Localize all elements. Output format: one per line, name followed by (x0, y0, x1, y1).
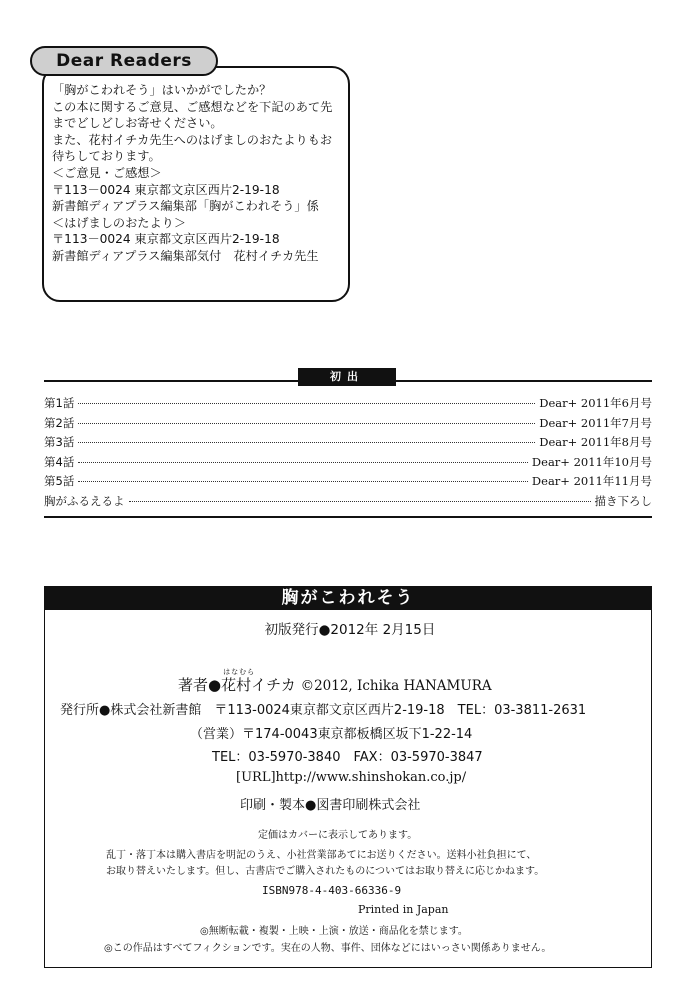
readers-title: Dear Readers (30, 46, 218, 76)
sales-address: （営業）〒174-0043東京都板橋区坂下1-22-14 (190, 727, 473, 742)
episode-title: 第5話 (44, 474, 75, 488)
author-line (178, 668, 492, 695)
episode-source: Dear+ 2011年11月号 (531, 474, 652, 488)
readers-line: 〒113－0024 東京都文京区西片2-19-18 (52, 182, 280, 197)
episode-title: 第2話 (44, 415, 75, 430)
author-name (221, 668, 296, 694)
readers-message (52, 82, 348, 265)
dot-leader (78, 481, 528, 482)
first-appearance-label: 初出 (298, 368, 396, 386)
dot-leader (78, 462, 528, 463)
readers-line: までどしどしお寄せください。 (52, 116, 223, 131)
fiction-notice: ◎この作品はすべてフィクションです。実在の人物、事件、団体などにはいっさい関係ありません。 (104, 943, 552, 954)
publisher-line: 発行所●株式会社新書館 〒113-0024東京都文京区西片2-19-18 TEL：03-3811-2631 (60, 703, 587, 718)
episode-row (44, 454, 652, 474)
dot-leader (129, 501, 591, 502)
author-ruby: はなむら (223, 668, 256, 676)
edition-date: 初版発行●2012年 2月15日 (264, 622, 436, 638)
readers-line: 待ちしております。 (52, 149, 161, 164)
sales-contact: TEL：03-5970-3840 FAX：03-5970-3847 (212, 750, 483, 765)
episode-source: Dear+ 2011年8月号 (539, 435, 652, 449)
readers-line: 新書館ディアプラス編集部気付 花村イチカ先生 (52, 248, 319, 263)
episode-row (44, 395, 652, 415)
readers-line: ＜ご意見・ご感想＞ (52, 165, 162, 180)
episode-title: 第1話 (44, 396, 75, 410)
copyright: ©2012, Ichika HANAMURA (300, 678, 492, 694)
readers-line: 新書館ディアプラス編集部「胸がこわれそう」係 (52, 199, 319, 214)
episode-row (44, 434, 652, 454)
isbn: ISBN978-4-403-66336-9 (262, 884, 402, 897)
defect-note-line-2: お取り替えいたします。但し、古書店でご購入されたものについてはお取り替えに応じかねます。 (106, 866, 545, 877)
episode-source: Dear+ 2011年10月号 (531, 454, 652, 469)
episode-title: 胸がふるえるよ (44, 493, 125, 508)
episode-source: Dear+ 2011年6月号 (539, 396, 652, 410)
colophon-title: 胸がこわれそう (44, 586, 652, 610)
dot-leader (78, 403, 535, 404)
episode-source: 描き下ろし (594, 493, 652, 508)
episode-title: 第3話 (44, 435, 75, 449)
readers-line: 「胸がこわれそう」はいかがでしたか？ (52, 83, 272, 97)
defect-note-line-1: 乱丁・落丁本は購入書店を明記のうえ、小社営業部あてにお送りください。送料小社負担にて、 (106, 850, 537, 861)
author-label: 著者● (178, 676, 222, 694)
episode-row (44, 415, 652, 435)
dot-leader (78, 423, 535, 424)
episode-list-divider (44, 516, 652, 518)
readers-line: また、花村イチカ先生へのはげましのおたよりもお (52, 132, 333, 147)
episode-title: 第4話 (44, 454, 75, 469)
readers-line: 〒113－0024 東京都文京区西片2-19-18 (52, 232, 280, 247)
dot-leader (78, 442, 535, 443)
episode-list (44, 395, 652, 512)
episode-source: Dear+ 2011年7月号 (539, 415, 652, 430)
readers-line: ＜はげましのおたより＞ (52, 215, 187, 230)
printed-in-japan: Printed in Japan (358, 903, 449, 916)
reproduction-notice: ◎無断転載・複製・上映・上演・放送・商品化を禁じます。 (200, 926, 468, 937)
printer-line: 印刷・製本●図書印刷株式会社 (240, 798, 421, 813)
author-name-text: 花村イチカ (221, 676, 296, 694)
episode-row (44, 473, 652, 493)
readers-line: この本に関するご意見、ご感想などを下記のあて先 (52, 99, 333, 114)
price-note: 定価はカバーに表示してあります。 (258, 830, 418, 841)
episode-row (44, 493, 652, 513)
website-url: [URL]http://www.shinshokan.co.jp/ (236, 770, 467, 785)
